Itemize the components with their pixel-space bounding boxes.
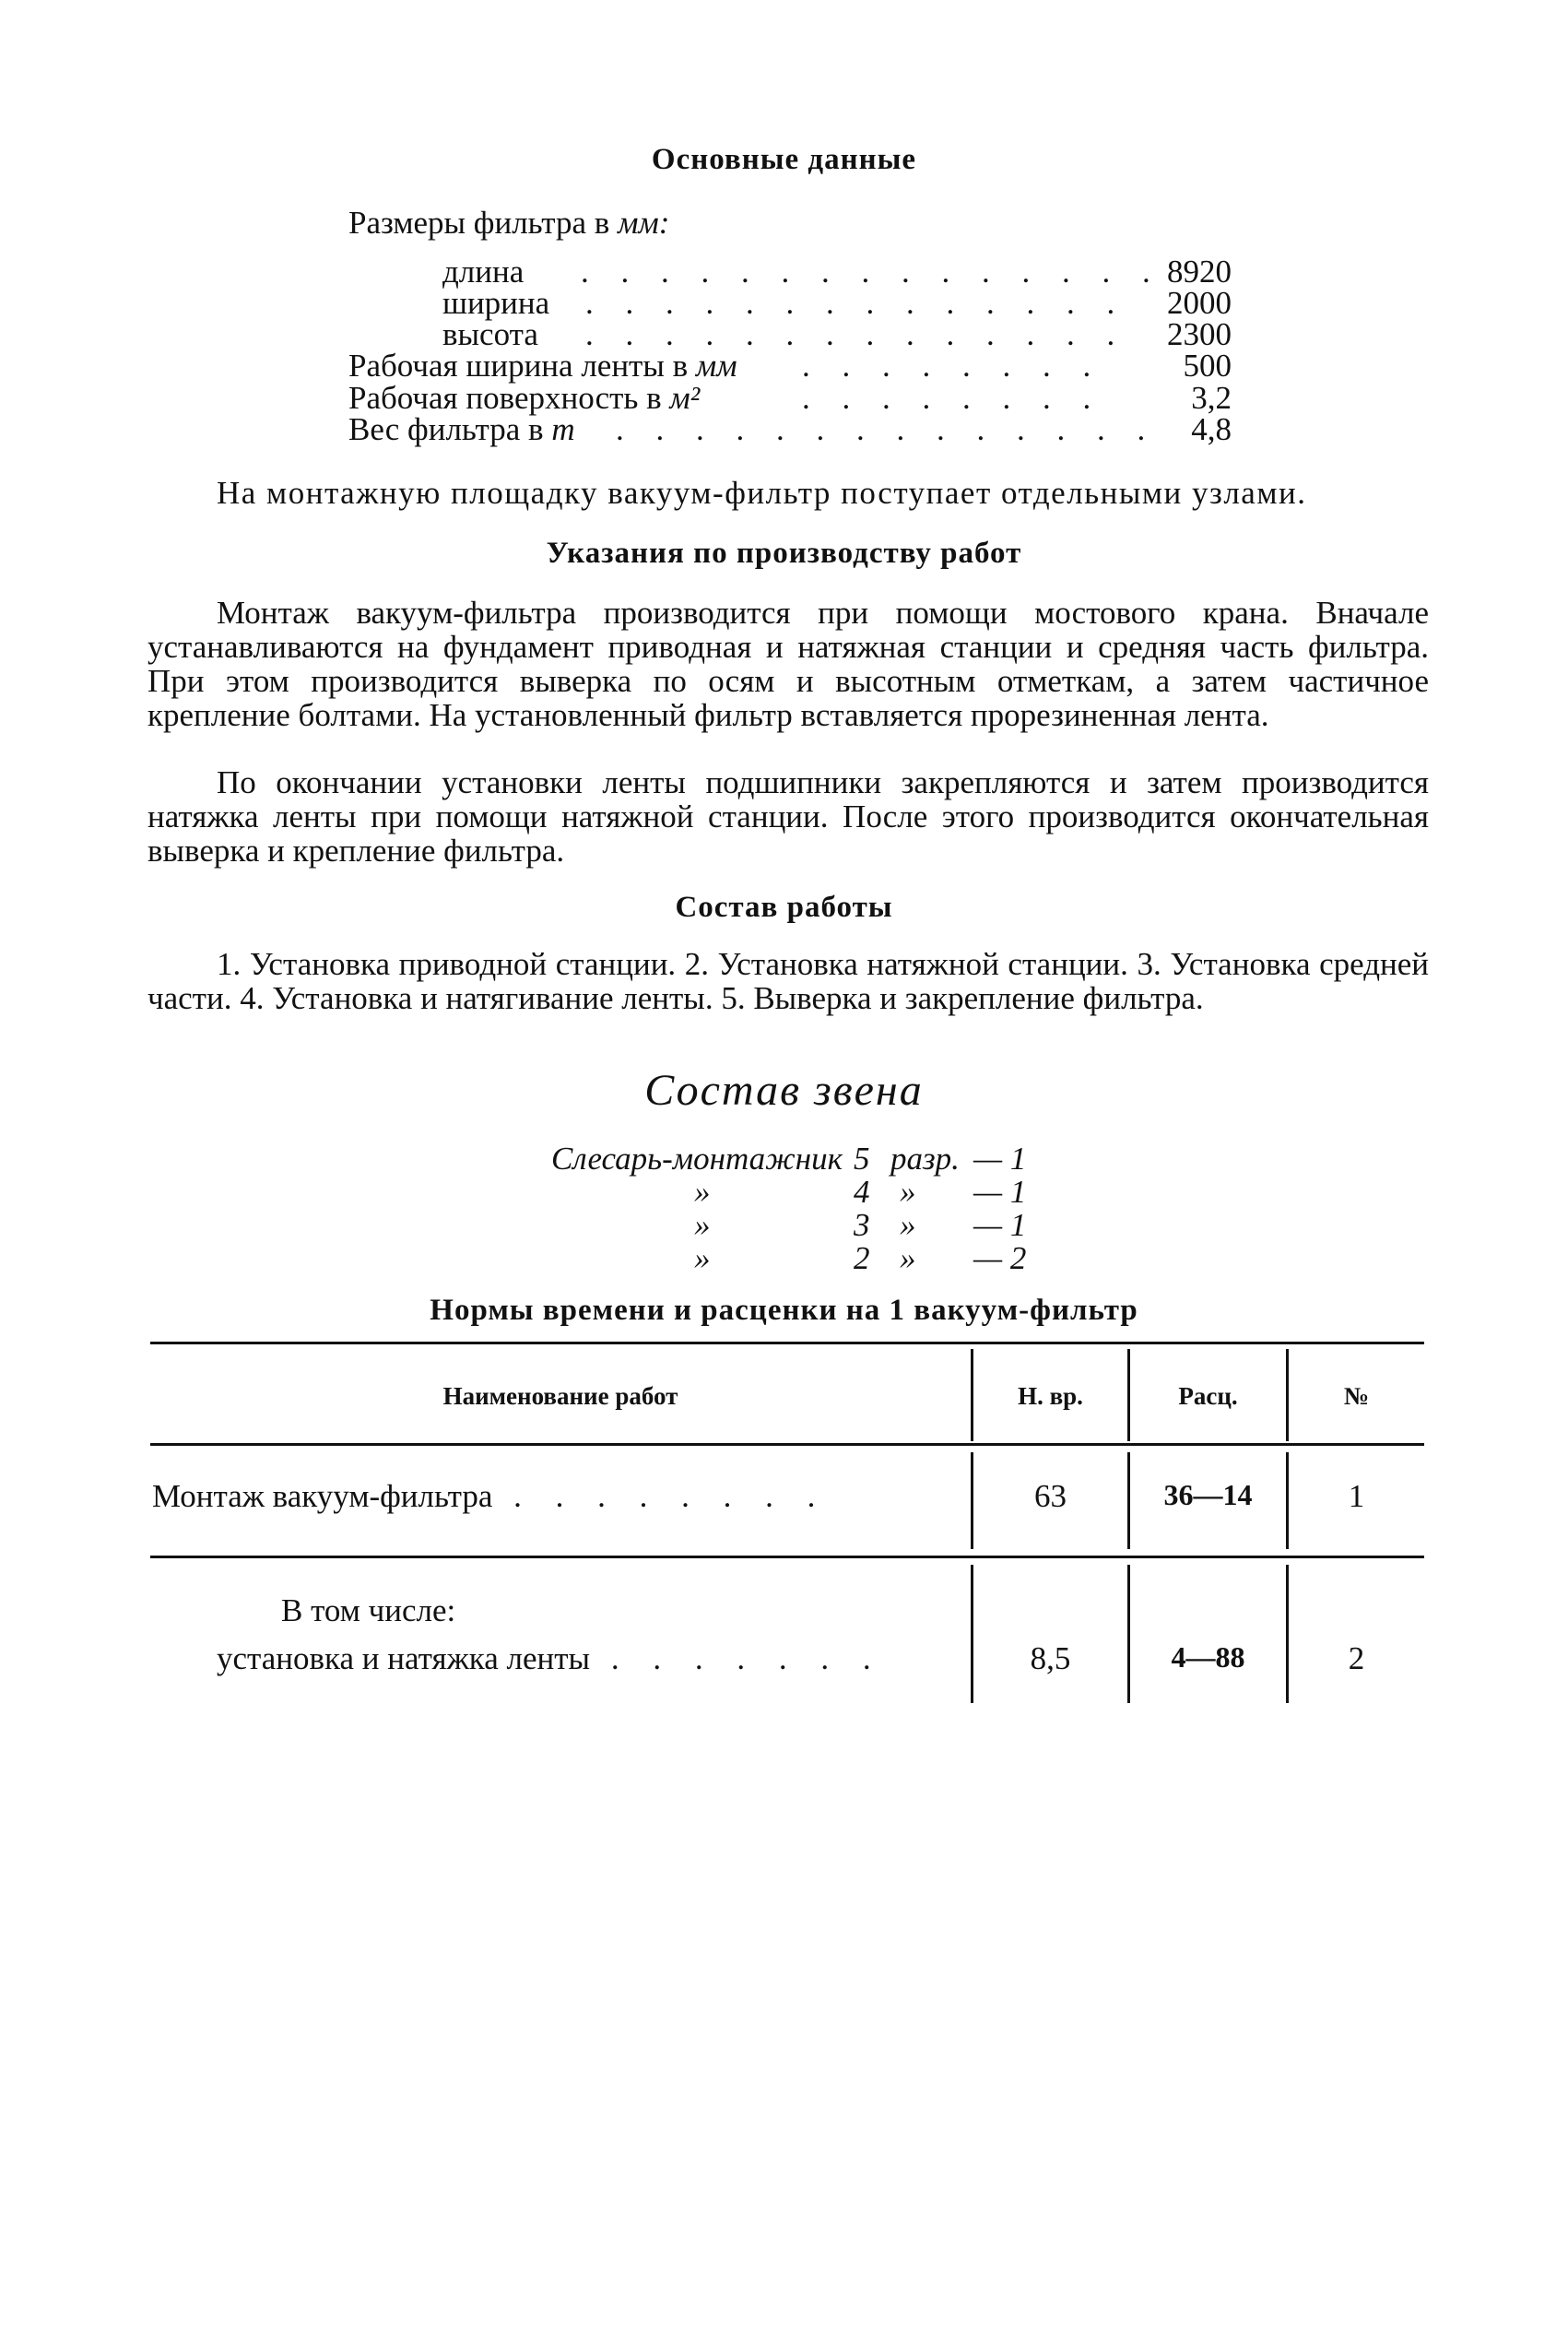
crew-unit: разр. bbox=[890, 1141, 960, 1177]
table-row-rule bbox=[150, 1556, 1424, 1558]
crew-grade: 3 bbox=[854, 1207, 870, 1243]
crew-grade: 5 bbox=[854, 1141, 870, 1177]
dot-leader: . . . . . . . . . . . . . . bbox=[616, 411, 1158, 447]
dot-leader: . . . . . . . . bbox=[802, 380, 1103, 416]
table-header-rate: Расц. bbox=[1178, 1382, 1238, 1410]
table-cell-name: Монтаж вакуум-фильтра . . . . . . . . bbox=[152, 1478, 829, 1514]
crew-grade: 4 bbox=[854, 1174, 870, 1210]
crew-unit: » bbox=[900, 1240, 916, 1276]
section-title-norms: Нормы времени и расценки на 1 вакуум-фильтр bbox=[430, 1294, 1138, 1327]
crew-row bbox=[551, 1174, 1049, 1209]
spec-label: Рабочая ширина ленты в мм bbox=[348, 348, 737, 384]
crew-count: — 1 bbox=[973, 1141, 1027, 1177]
spec-value: 8920 bbox=[1167, 254, 1232, 290]
spec-value: 3,2 bbox=[1191, 380, 1232, 416]
crew-row bbox=[551, 1207, 1049, 1242]
crew-role: » bbox=[694, 1174, 711, 1210]
spec-unit: м² bbox=[669, 380, 701, 416]
dot-leader: . . . . . . . . bbox=[802, 348, 1103, 384]
dims-intro bbox=[348, 205, 669, 242]
crew-unit: » bbox=[900, 1174, 916, 1210]
spec-label: Вес фильтра в т bbox=[348, 411, 575, 447]
spec-row-length bbox=[442, 254, 1232, 290]
crew-row bbox=[551, 1240, 1049, 1275]
table-header-norm: Н. вр. bbox=[1018, 1382, 1083, 1410]
crew-count: — 2 bbox=[973, 1240, 1027, 1276]
table-cell-number: 2 bbox=[1348, 1640, 1365, 1676]
dot-leader: . . . . . . . . . . . . . . . bbox=[581, 254, 1162, 290]
table-col-divider bbox=[971, 1565, 973, 1703]
delivery-note: На монтажную площадку вакуум-фильтр поступает отдельными узлами. bbox=[217, 475, 1307, 511]
spec-unit: мм bbox=[695, 348, 737, 384]
crew-role: » bbox=[694, 1240, 711, 1276]
spec-row-weight bbox=[348, 411, 1232, 447]
spec-value: 2300 bbox=[1167, 316, 1232, 352]
crew-count: — 1 bbox=[973, 1174, 1027, 1210]
section-title-main-data: Основные данные bbox=[651, 143, 917, 176]
dot-leader: . . . . . . . . . . . . . . bbox=[585, 285, 1127, 321]
table-header-rule bbox=[150, 1443, 1424, 1446]
spec-row-belt-width bbox=[348, 348, 1232, 384]
spec-label: высота bbox=[442, 316, 538, 352]
work-composition: 1. Установка приводной станции. 2. Установка натяжной станции. 3. Установка средней части. 4. Установка и натягивание ленты. 5. Выверка и закрепление фильтра. bbox=[147, 946, 1429, 1016]
instructions-paragraph-2: По окончании установки ленты подшипники закрепляются и затем производится натяжка ленты при помощи натяжной станции. После этого производится окончательная выверка и крепление фильтра. bbox=[147, 764, 1429, 869]
section-title-instructions: Указания по производству работ bbox=[546, 537, 1022, 570]
crew-role: » bbox=[694, 1207, 711, 1243]
table-header-number: № bbox=[1343, 1382, 1370, 1410]
dims-intro-text: Размеры фильтра в bbox=[348, 205, 610, 241]
crew-unit: » bbox=[900, 1207, 916, 1243]
crew-row bbox=[551, 1141, 1049, 1176]
spec-value: 500 bbox=[1183, 348, 1232, 384]
spec-row-height bbox=[442, 316, 1232, 352]
dot-leader: . . . . . . . . . . . . . . bbox=[585, 316, 1127, 352]
spec-label: длина bbox=[442, 254, 525, 290]
table-col-divider bbox=[1286, 1565, 1289, 1703]
crew-grade: 2 bbox=[854, 1240, 870, 1276]
table-header-name: Наименование работ bbox=[442, 1382, 678, 1410]
crew-role: Слесарь-монтажник bbox=[551, 1141, 843, 1177]
section-title-crew: Состав звена bbox=[644, 1066, 924, 1115]
table-cell-norm: 63 bbox=[1034, 1478, 1067, 1514]
dims-intro-unit: мм: bbox=[618, 205, 670, 241]
table-cell-name: установка и натяжка ленты . . . . . . . bbox=[217, 1640, 884, 1676]
table-cell-number: 1 bbox=[1348, 1478, 1365, 1514]
table-top-rule bbox=[150, 1342, 1424, 1344]
instructions-paragraph-1: Монтаж вакуум-фильтра производится при помощи мостового крана. Вначале устанавливаются на фундамент приводная и натяжная станции и средняя часть фильтра. При этом производится выверка по осям и высотным отметкам, а затем частичное крепление болтами. На установленный фильтр вставляется прорезиненная лента. bbox=[147, 595, 1429, 733]
spec-unit: т bbox=[551, 411, 575, 447]
spec-row-width bbox=[442, 285, 1232, 321]
crew-count: — 1 bbox=[973, 1207, 1027, 1243]
spec-label: Рабочая поверхность в м² bbox=[348, 380, 701, 416]
spec-value: 4,8 bbox=[1191, 411, 1232, 447]
spec-label: ширина bbox=[442, 285, 550, 321]
table-cell-rate: 36—14 bbox=[1163, 1478, 1253, 1511]
table-cell-norm: 8,5 bbox=[1030, 1640, 1071, 1676]
table-cell-subheading: В том числе: bbox=[281, 1592, 456, 1628]
table-cell-rate: 4—88 bbox=[1171, 1640, 1245, 1674]
section-title-work: Состав работы bbox=[675, 891, 893, 924]
spec-value: 2000 bbox=[1167, 285, 1232, 321]
spec-row-surface bbox=[348, 380, 1232, 416]
table-col-divider bbox=[1127, 1565, 1130, 1703]
